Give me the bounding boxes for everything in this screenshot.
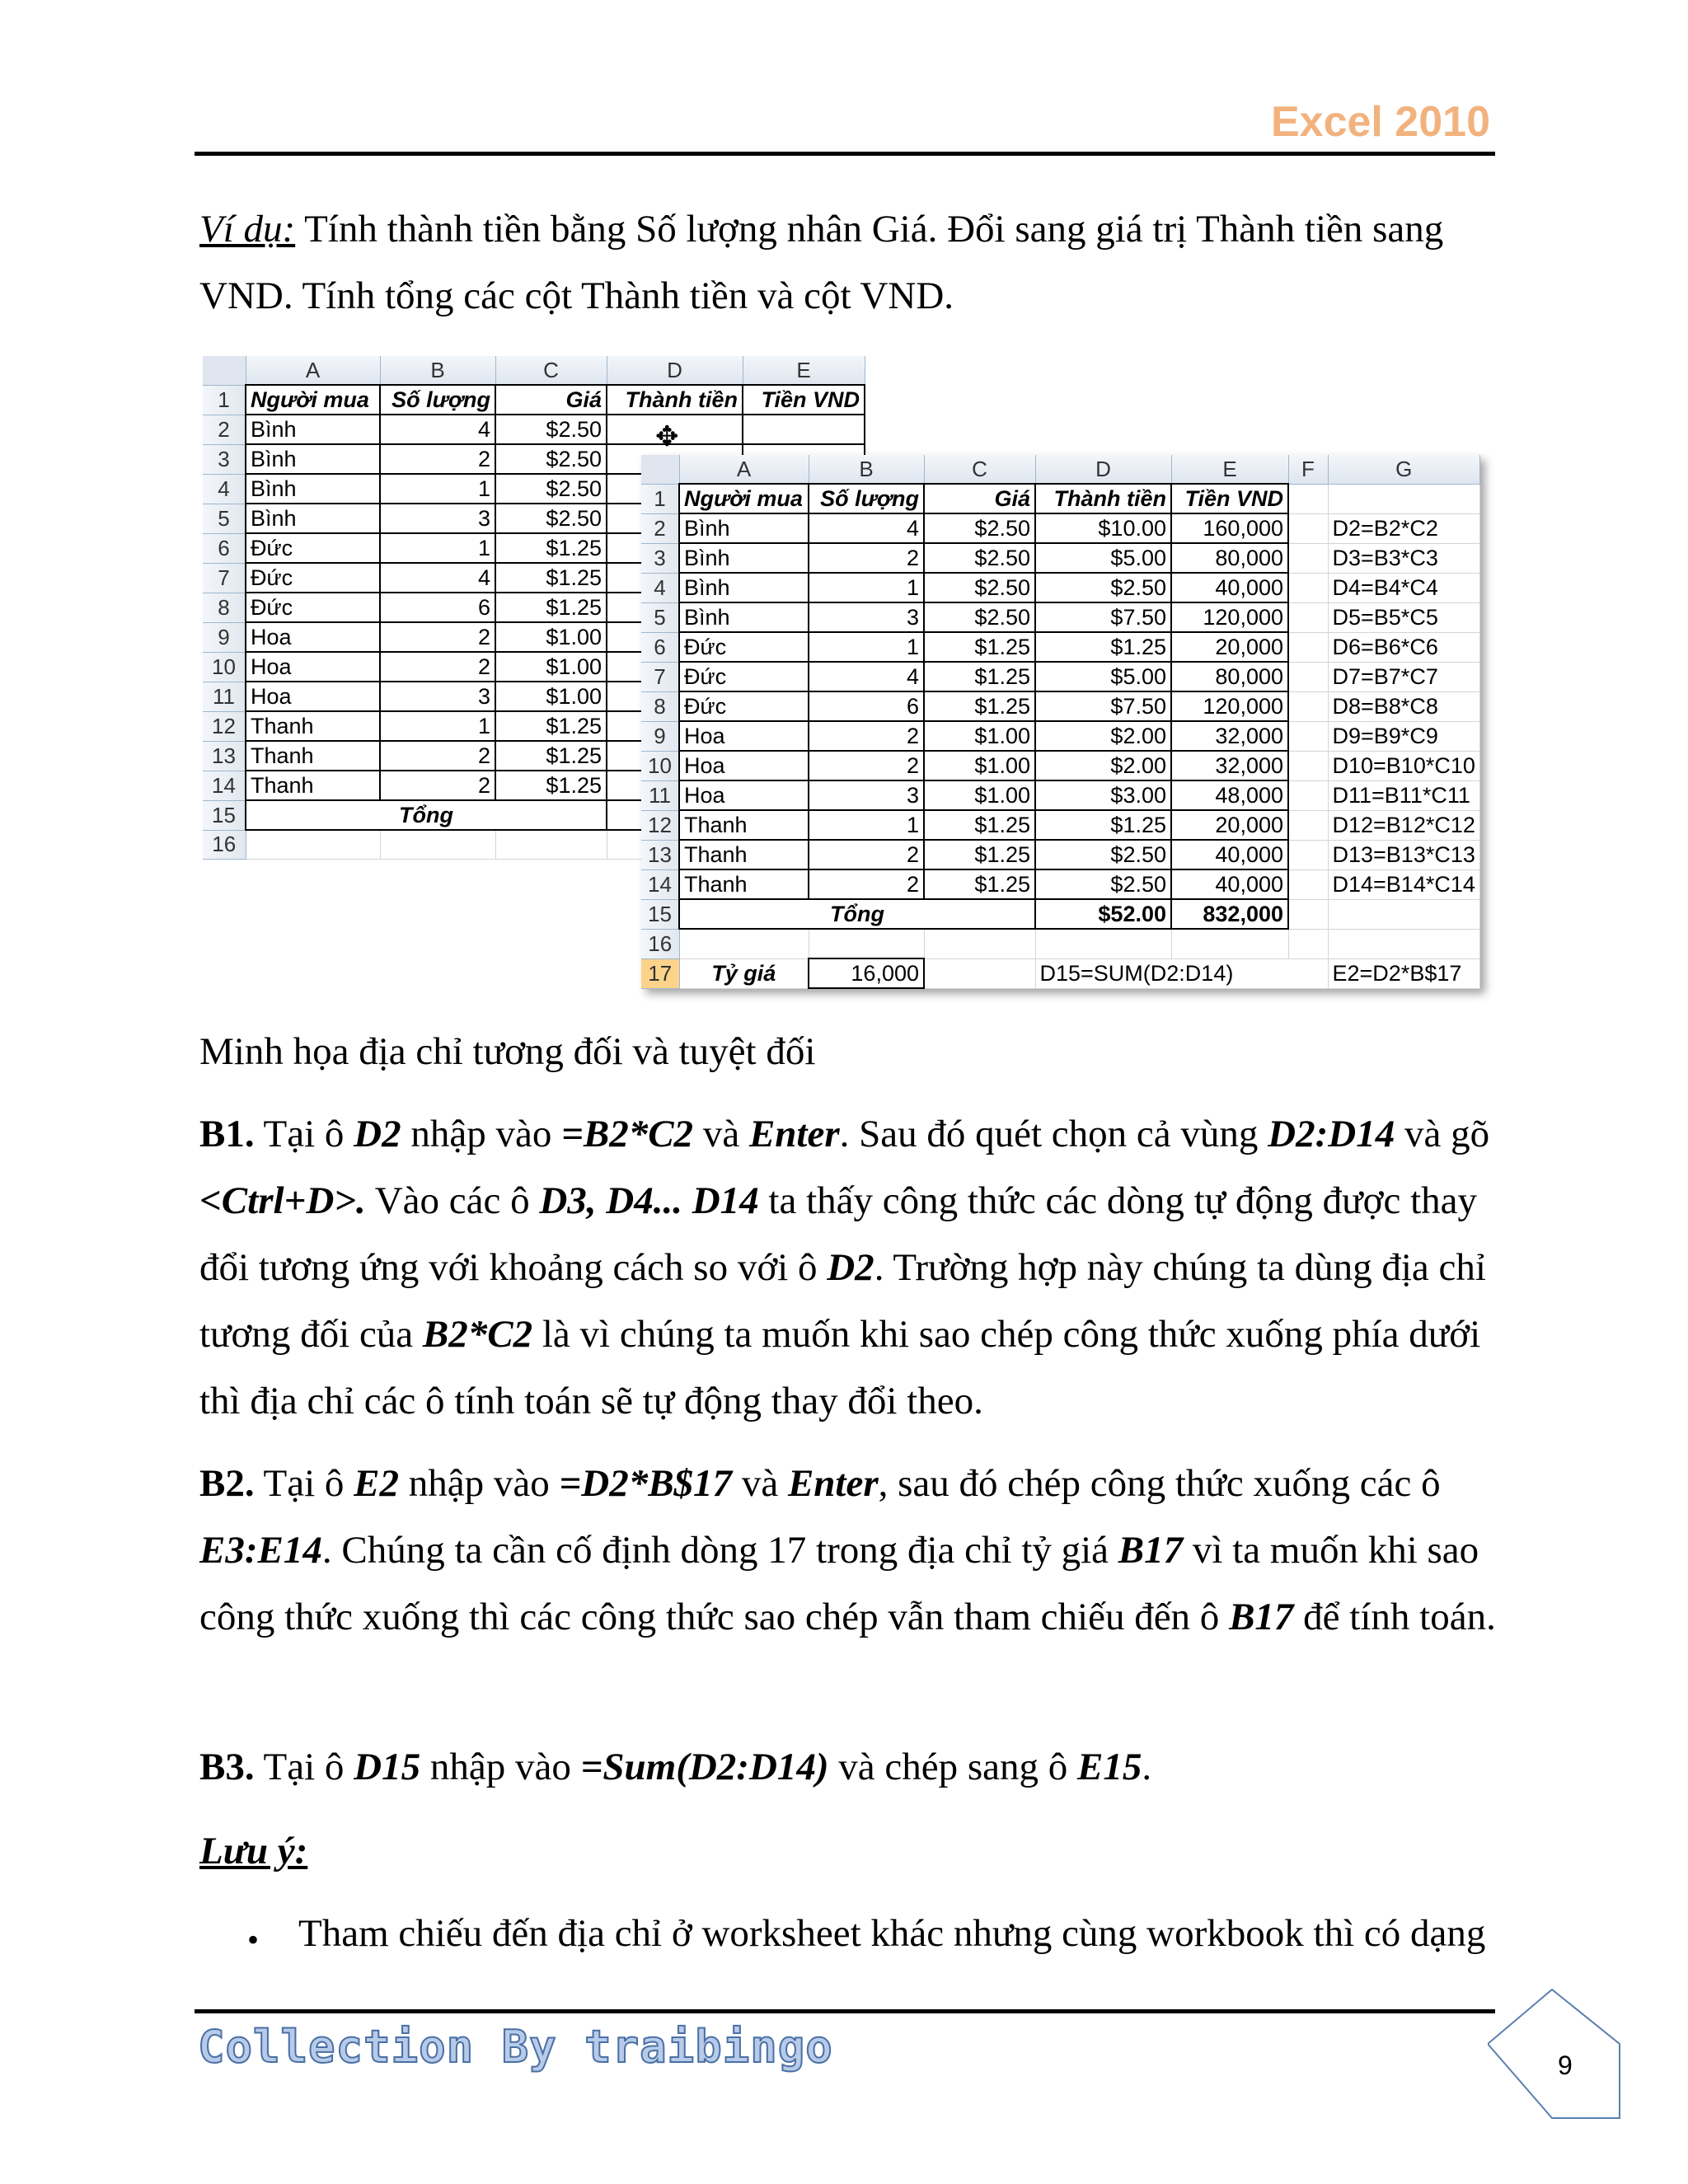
table-cell: 20,000 (1171, 810, 1288, 840)
page-number: 9 (1558, 2050, 1573, 2080)
row-header: 1 (203, 385, 246, 415)
table-cell: $1.25 (924, 869, 1035, 899)
row-header: 13 (203, 741, 246, 771)
intro-line-2: VND. Tính tổng các cột Thành tiền và cột VND. (199, 274, 954, 317)
spreadsheet-after (641, 455, 1480, 989)
table-cell: $2.00 (1035, 721, 1171, 751)
table-cell: 6 (809, 691, 924, 721)
table-cell: Thanh (246, 711, 380, 741)
table-cell: $1.25 (924, 691, 1035, 721)
table-cell: Đức (246, 533, 380, 563)
table-cell: 80,000 (1171, 543, 1288, 573)
table-cell (1328, 484, 1479, 513)
column-header: A (679, 455, 809, 484)
table-cell (495, 830, 607, 860)
table-cell: $10.00 (1035, 513, 1171, 543)
table-cell: Bình (679, 513, 809, 543)
table-cell (1288, 691, 1328, 721)
table-cell (1328, 929, 1479, 958)
table-cell: $2.50 (495, 504, 607, 533)
table-cell: Thanh (679, 810, 809, 840)
table-cell: 120,000 (1171, 691, 1288, 721)
row-header: 7 (641, 662, 679, 691)
table-cell (1288, 632, 1328, 662)
row-header: 11 (203, 682, 246, 711)
table-cell: Hoa (679, 721, 809, 751)
table-cell: 2 (809, 751, 924, 780)
table-cell: $2.50 (924, 602, 1035, 632)
table-cell (1288, 751, 1328, 780)
row-header: 13 (641, 840, 679, 869)
table-cell (1288, 484, 1328, 513)
table-cell: $1.25 (1035, 632, 1171, 662)
table-cell (1288, 869, 1328, 899)
table-cell (1288, 899, 1328, 929)
table-cell: $1.25 (924, 662, 1035, 691)
table-cell (1328, 899, 1479, 929)
table-cell (1288, 840, 1328, 869)
header-cell: Thành tiền (1035, 484, 1171, 513)
column-header: D (1035, 455, 1171, 484)
table-cell (1288, 573, 1328, 602)
table-cell: $2.50 (495, 474, 607, 504)
row-header: 4 (641, 573, 679, 602)
header-cell: Người mua (246, 385, 380, 415)
table-cell: Thanh (246, 771, 380, 800)
table-cell: 2 (380, 771, 495, 800)
table-cell: 6 (380, 593, 495, 622)
bullet-icon: • (247, 1921, 260, 1958)
table-cell (1035, 929, 1171, 958)
table-cell: $7.50 (1035, 602, 1171, 632)
table-cell: Bình (679, 543, 809, 573)
intro-line-1: Tính thành tiền bằng Số lượng nhân Giá. Đổi sang giá trị Thành tiền sang (295, 208, 1444, 251)
row-header: 5 (641, 602, 679, 632)
table-cell: 1 (809, 810, 924, 840)
table-cell: 2 (809, 869, 924, 899)
table-cell: Hoa (246, 682, 380, 711)
table-cell: 1 (380, 711, 495, 741)
table-cell: $2.50 (924, 513, 1035, 543)
formula-note: D3=B3*C3 (1328, 543, 1479, 573)
table-cell: $2.50 (495, 415, 607, 444)
note-title: Lưu ý: (199, 1830, 308, 1872)
header-rule (195, 152, 1495, 156)
table-cell: $2.50 (924, 543, 1035, 573)
row-header: 6 (203, 533, 246, 563)
step-b1: B1. Tại ô D2 nhập vào =B2*C2 và Enter. Sau đó quét chọn cả vùng D2:D14 và gõ <Ctrl+D>. Vào các ô D3, D4... D14 ta thấy công thức các dòng tự động được thay đổi tương ứng với khoảng cách so với ô D2. Trường hợp này chúng ta dùng địa chỉ tương đối của B2*C2 là vì chúng ta muốn khi sao chép công thức xuống phía dưới thì địa chỉ các ô tính toán sẽ tự động thay đổi theo. (199, 1113, 1490, 1422)
table-cell: Đức (679, 632, 809, 662)
table-cell: $1.25 (495, 533, 607, 563)
table-cell: Bình (246, 504, 380, 533)
table-cell: Bình (246, 474, 380, 504)
table-cell: Hoa (679, 751, 809, 780)
table-cell (1288, 513, 1328, 543)
row-header: 16 (203, 830, 246, 860)
table-cell: 40,000 (1171, 869, 1288, 899)
table-cell: 3 (809, 780, 924, 810)
sheet-corner (641, 455, 679, 484)
table-cell: 1 (380, 474, 495, 504)
table-cell: $1.25 (495, 741, 607, 771)
header-cell: Thành tiền (607, 385, 743, 415)
table-cell: 4 (380, 415, 495, 444)
table-cell: 2 (380, 444, 495, 474)
table-cell: $3.00 (1035, 780, 1171, 810)
formula-note: D2=B2*C2 (1328, 513, 1479, 543)
table-cell: $2.50 (1035, 869, 1171, 899)
row-header: 14 (203, 771, 246, 800)
table-cell: $1.00 (495, 622, 607, 652)
table-cell (1288, 810, 1328, 840)
table-cell: 2 (809, 721, 924, 751)
table-cell: $5.00 (1035, 662, 1171, 691)
table-cell: 48,000 (1171, 780, 1288, 810)
table-cell: Bình (246, 415, 380, 444)
header-cell: Số lượng (809, 484, 924, 513)
table-cell: 20,000 (1171, 632, 1288, 662)
table-cell: Bình (679, 573, 809, 602)
table-cell: 2 (380, 741, 495, 771)
table-cell: Thanh (679, 869, 809, 899)
table-cell: 80,000 (1171, 662, 1288, 691)
table-cell: Bình (679, 602, 809, 632)
table-cell: $1.25 (924, 632, 1035, 662)
table-cell (743, 415, 865, 444)
table-cell: 3 (809, 602, 924, 632)
table-cell: 40,000 (1171, 840, 1288, 869)
step-b3: B3. Tại ô D15 nhập vào =Sum(D2:D14) và chép sang ô E15. (199, 1746, 1152, 1788)
table-cell: 2 (809, 543, 924, 573)
row-header: 3 (641, 543, 679, 573)
row-header: 2 (641, 513, 679, 543)
column-header: E (743, 356, 865, 385)
table-cell: Bình (246, 444, 380, 474)
table-cell: $1.25 (495, 711, 607, 741)
table-cell: $1.25 (495, 593, 607, 622)
sheet-corner (203, 356, 246, 385)
table-cell (1288, 602, 1328, 632)
cell-cursor-icon: ✥ (655, 422, 679, 452)
table-cell: $5.00 (1035, 543, 1171, 573)
table-cell: Thanh (246, 741, 380, 771)
table-cell: 120,000 (1171, 602, 1288, 632)
row-header: 10 (203, 652, 246, 682)
formula-note: D10=B10*C10 (1328, 751, 1479, 780)
formula-note: D4=B4*C4 (1328, 573, 1479, 602)
table-cell: 1 (809, 573, 924, 602)
table-cell: Đức (679, 691, 809, 721)
table-cell: Đức (246, 563, 380, 593)
table-cell: 1 (380, 533, 495, 563)
row-header: 11 (641, 780, 679, 810)
table-cell: 3 (380, 682, 495, 711)
column-header: A (246, 356, 380, 385)
table-cell: Hoa (246, 652, 380, 682)
formula-note: D11=B11*C11 (1328, 780, 1479, 810)
header-cell: Tiền VND (743, 385, 865, 415)
formula-note: D12=B12*C12 (1328, 810, 1479, 840)
table-cell: 4 (809, 662, 924, 691)
table-cell: $7.50 (1035, 691, 1171, 721)
table-cell: 40,000 (1171, 573, 1288, 602)
row-header: 3 (203, 444, 246, 474)
total-value: $52.00 (1035, 899, 1171, 929)
row-header: 16 (641, 929, 679, 958)
formula-note: D14=B14*C14 (1328, 869, 1479, 899)
total-label: Tổng (679, 899, 1035, 929)
table-cell: $1.00 (924, 751, 1035, 780)
column-header: D (607, 356, 743, 385)
row-header: 10 (641, 751, 679, 780)
note-bullet-1: Tham chiếu đến địa chỉ ở worksheet khác nhưng cùng workbook thì có dạng (298, 1912, 1486, 1955)
table-cell (679, 929, 809, 958)
table-cell: 2 (380, 622, 495, 652)
table-cell (1288, 543, 1328, 573)
table-cell: $1.00 (495, 682, 607, 711)
table-cell: 3 (380, 504, 495, 533)
table-cell: Đức (679, 662, 809, 691)
row-header: 12 (203, 711, 246, 741)
formula-note: D13=B13*C13 (1328, 840, 1479, 869)
table-cell: Đức (246, 593, 380, 622)
table-cell: $2.50 (1035, 573, 1171, 602)
table-cell: $1.00 (924, 780, 1035, 810)
row-header: 1 (641, 484, 679, 513)
column-header: C (924, 455, 1035, 484)
table-cell (1288, 662, 1328, 691)
row-header: 14 (641, 869, 679, 899)
table-cell (1288, 721, 1328, 751)
table-cell: Hoa (679, 780, 809, 810)
column-header: C (495, 356, 607, 385)
table-cell (1171, 929, 1288, 958)
table-cell: $1.25 (924, 810, 1035, 840)
formula-note: D9=B9*C9 (1328, 721, 1479, 751)
row-header: 17 (641, 958, 679, 988)
row-header: 5 (203, 504, 246, 533)
table-cell: $2.50 (924, 573, 1035, 602)
formula-note: D6=B6*C6 (1328, 632, 1479, 662)
row-header: 15 (641, 899, 679, 929)
step-b2: B2. Tại ô E2 nhập vào =D2*B$17 và Enter, sau đó chép công thức xuống các ô E3:E14. Chúng ta cần cố định dòng 17 trong địa chỉ tỷ giá B17 vì ta muốn khi sao công thức xuống thì các công thức sao chép vẫn tham chiếu đến ô B17 để tính toán. (199, 1462, 1496, 1638)
column-header: B (809, 455, 924, 484)
row-header: 2 (203, 415, 246, 444)
b2-label: B2. (199, 1462, 255, 1505)
table-cell: $2.50 (495, 444, 607, 474)
footer-rule (195, 2009, 1495, 2013)
formula-note: D7=B7*C7 (1328, 662, 1479, 691)
total-value: 832,000 (1171, 899, 1288, 929)
column-header: F (1288, 455, 1328, 484)
header-title: Excel 2010 (1270, 98, 1490, 146)
row-header: 9 (203, 622, 246, 652)
header-cell: Số lượng (380, 385, 495, 415)
rate-label: Tỷ giá (679, 958, 809, 988)
column-header: E (1171, 455, 1288, 484)
table-cell (924, 929, 1035, 958)
row-header: 15 (203, 800, 246, 830)
table-cell: 1 (809, 632, 924, 662)
intro-paragraph (199, 196, 1502, 330)
table-cell (809, 929, 924, 958)
table-cell: $1.25 (924, 840, 1035, 869)
formula-note: D8=B8*C8 (1328, 691, 1479, 721)
table-cell: $1.25 (495, 771, 607, 800)
column-header: G (1328, 455, 1479, 484)
footer-brand: Collection By traibingo (198, 2021, 833, 2073)
row-header: 8 (641, 691, 679, 721)
row-header: 9 (641, 721, 679, 751)
table-cell: $1.25 (495, 563, 607, 593)
table-cell: 32,000 (1171, 721, 1288, 751)
row-header: 8 (203, 593, 246, 622)
table-cell (1288, 780, 1328, 810)
header-cell: Người mua (679, 484, 809, 513)
row-header: 4 (203, 474, 246, 504)
sum-formula-note: D15=SUM(D2:D14) (1035, 958, 1328, 988)
total-label: Tổng (246, 800, 607, 830)
rate-value: 16,000 (809, 958, 924, 988)
table-cell: $2.00 (1035, 751, 1171, 780)
table-cell: 4 (380, 563, 495, 593)
row-header: 12 (641, 810, 679, 840)
table-cell: 32,000 (1171, 751, 1288, 780)
table-cell: $1.00 (924, 721, 1035, 751)
formula-note: D5=B5*C5 (1328, 602, 1479, 632)
table-cell (246, 830, 380, 860)
table-cell (1288, 929, 1328, 958)
column-header: B (380, 356, 495, 385)
table-cell: $2.50 (1035, 840, 1171, 869)
table-cell: Hoa (246, 622, 380, 652)
b1-label: B1. (199, 1113, 255, 1155)
header-cell: Giá (495, 385, 607, 415)
table-cell (380, 830, 495, 860)
vnd-formula-note: E2=D2*B$17 (1328, 958, 1479, 988)
example-label: Ví dụ: (199, 208, 296, 251)
row-header: 7 (203, 563, 246, 593)
table-cell: 4 (809, 513, 924, 543)
table-cell: $1.25 (1035, 810, 1171, 840)
table-cell (924, 958, 1035, 988)
b3-label: B3. (199, 1746, 255, 1788)
table-cell: 160,000 (1171, 513, 1288, 543)
table-cell: 2 (809, 840, 924, 869)
table-cell: 2 (380, 652, 495, 682)
page-badge-icon (1488, 1986, 1624, 2122)
header-cell: Giá (924, 484, 1035, 513)
table-cell: $1.00 (495, 652, 607, 682)
row-header: 6 (641, 632, 679, 662)
figure-caption: Minh họa địa chỉ tương đối và tuyệt đối (199, 1030, 816, 1073)
table-cell: Thanh (679, 840, 809, 869)
header-cell: Tiền VND (1171, 484, 1288, 513)
